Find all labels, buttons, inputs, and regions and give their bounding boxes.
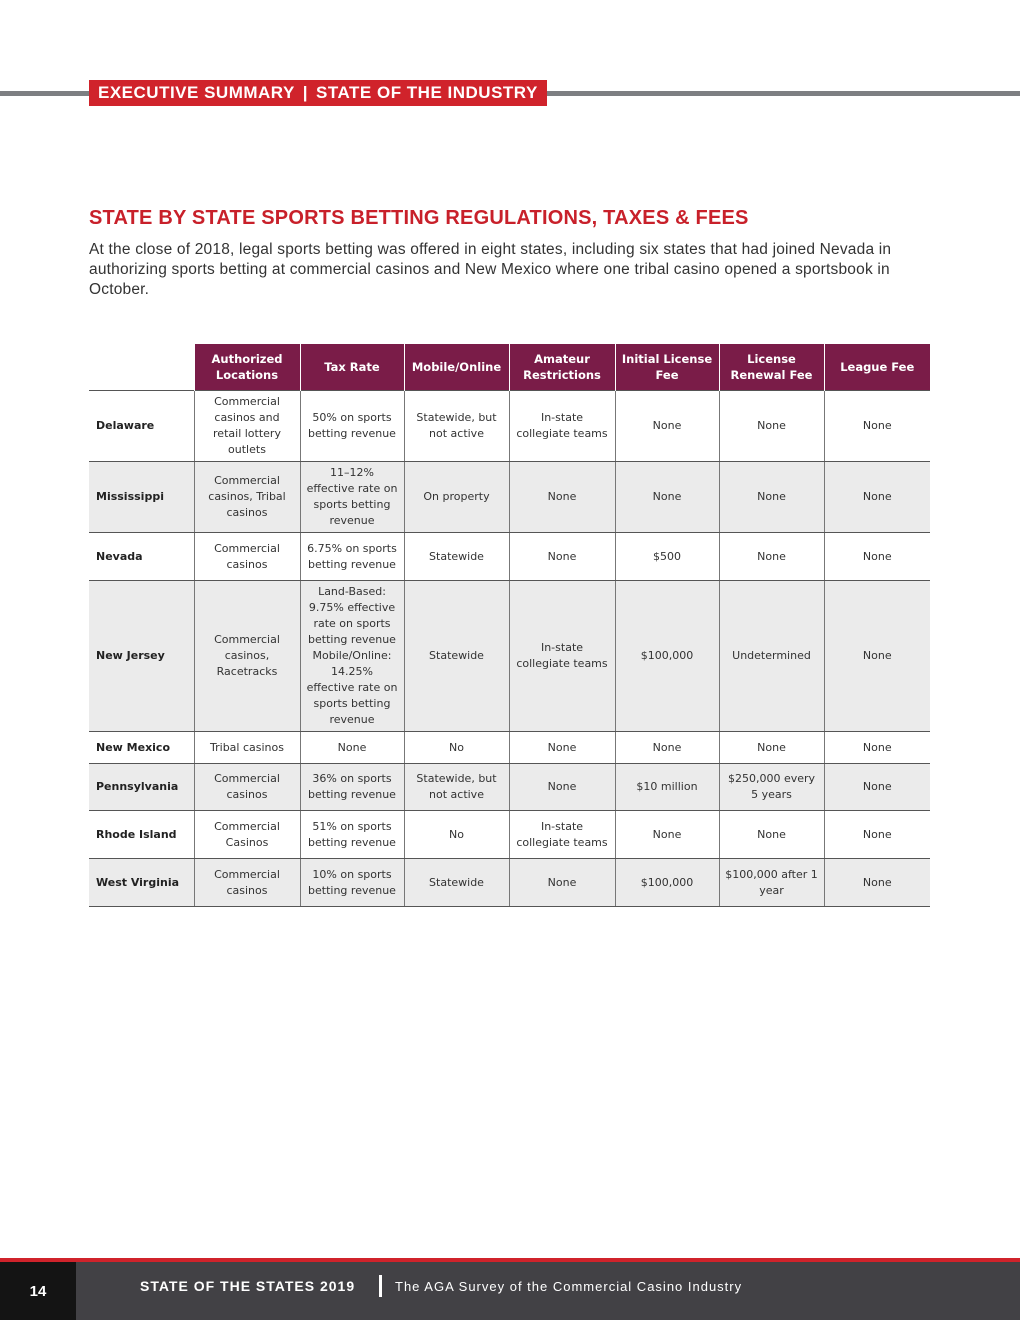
table-row bbox=[89, 764, 930, 811]
table-cell: None bbox=[824, 732, 930, 764]
table-cell: 51% on sports betting revenue bbox=[300, 811, 404, 859]
table-cell: In-state collegiate teams bbox=[509, 811, 615, 859]
state-name: Pennsylvania bbox=[89, 764, 194, 811]
table-cell: None bbox=[719, 533, 824, 581]
table-cell: No bbox=[404, 732, 509, 764]
table-cell: Commercial casinos bbox=[194, 764, 300, 811]
intro-paragraph: At the close of 2018, legal sports betting was offered in eight states, including six states that had joined Nevada in authorizing sports betting at commercial casinos and New Mexico where one tribal casino opened a sportsbook in October. bbox=[89, 241, 892, 298]
table-row bbox=[89, 581, 930, 732]
table-cell: None bbox=[300, 732, 404, 764]
table-row bbox=[89, 732, 930, 764]
table-cell: None bbox=[615, 811, 719, 859]
column-header: License Renewal Fee bbox=[719, 344, 824, 391]
regulations-table bbox=[89, 344, 930, 907]
table-cell: Commercial casinos and retail lottery outlets bbox=[194, 391, 300, 462]
table-cell: None bbox=[824, 533, 930, 581]
header-blank-cell bbox=[89, 344, 194, 391]
table-cell: Undetermined bbox=[719, 581, 824, 732]
table-cell: $100,000 after 1 year bbox=[719, 859, 824, 907]
table-cell: $500 bbox=[615, 533, 719, 581]
state-name: New Jersey bbox=[89, 581, 194, 732]
table-row bbox=[89, 462, 930, 533]
table-cell: None bbox=[824, 462, 930, 533]
table-cell: Commercial Casinos bbox=[194, 811, 300, 859]
table-cell: 36% on sports betting revenue bbox=[300, 764, 404, 811]
section-separator: | bbox=[302, 83, 309, 102]
table-cell: In-state collegiate teams bbox=[509, 391, 615, 462]
subsection-label: STATE OF THE INDUSTRY bbox=[316, 83, 538, 102]
table-cell: None bbox=[615, 732, 719, 764]
table-row bbox=[89, 811, 930, 859]
table-cell: $10 million bbox=[615, 764, 719, 811]
table-cell: None bbox=[509, 533, 615, 581]
table-cell: 10% on sports betting revenue bbox=[300, 859, 404, 907]
table-cell: No bbox=[404, 811, 509, 859]
table-cell: $100,000 bbox=[615, 581, 719, 732]
table-cell: Commercial casinos bbox=[194, 533, 300, 581]
table-cell: Statewide bbox=[404, 533, 509, 581]
table-cell: None bbox=[824, 811, 930, 859]
table-cell: Tribal casinos bbox=[194, 732, 300, 764]
table-cell: None bbox=[509, 764, 615, 811]
table-cell: None bbox=[719, 732, 824, 764]
table-cell: Statewide bbox=[404, 581, 509, 732]
column-header: Mobile/Online bbox=[404, 344, 509, 391]
table-cell: Commercial casinos, Tribal casinos bbox=[194, 462, 300, 533]
table-cell: Commercial casinos, Racetracks bbox=[194, 581, 300, 732]
table-cell: None bbox=[509, 732, 615, 764]
table-cell: None bbox=[824, 859, 930, 907]
table-cell: $250,000 every 5 years bbox=[719, 764, 824, 811]
table-cell: None bbox=[509, 462, 615, 533]
table-row bbox=[89, 859, 930, 907]
column-header: Authorized Locations bbox=[194, 344, 300, 391]
column-header: League Fee bbox=[824, 344, 930, 391]
column-header: Initial License Fee bbox=[615, 344, 719, 391]
state-name: Nevada bbox=[89, 533, 194, 581]
column-header: Amateur Restrictions bbox=[509, 344, 615, 391]
table-row bbox=[89, 391, 930, 462]
table-cell: Commercial casinos bbox=[194, 859, 300, 907]
publication-subtitle: The AGA Survey of the Commercial Casino Industry bbox=[395, 1279, 743, 1294]
table-header-row bbox=[89, 344, 930, 391]
section-header bbox=[89, 80, 547, 106]
table-cell: 6.75% on sports betting revenue bbox=[300, 533, 404, 581]
column-header: Tax Rate bbox=[300, 344, 404, 391]
table-cell: None bbox=[509, 859, 615, 907]
state-name: Delaware bbox=[89, 391, 194, 462]
table-cell: $100,000 bbox=[615, 859, 719, 907]
table-cell: None bbox=[615, 391, 719, 462]
footer-divider bbox=[379, 1275, 382, 1297]
table-cell: Statewide bbox=[404, 859, 509, 907]
table-cell: None bbox=[824, 391, 930, 462]
table-cell: Statewide, but not active bbox=[404, 391, 509, 462]
table-cell: Statewide, but not active bbox=[404, 764, 509, 811]
table-cell: 50% on sports betting revenue bbox=[300, 391, 404, 462]
table-cell: On property bbox=[404, 462, 509, 533]
table-cell: None bbox=[719, 811, 824, 859]
publication-title: STATE OF THE STATES 2019 bbox=[140, 1278, 356, 1294]
table-cell: 11–12% effective rate on sports betting revenue bbox=[300, 462, 404, 533]
table-cell: None bbox=[719, 462, 824, 533]
state-name: New Mexico bbox=[89, 732, 194, 764]
page-title: STATE BY STATE SPORTS BETTING REGULATIONS, TAXES & FEES bbox=[89, 207, 749, 229]
table-cell: None bbox=[824, 581, 930, 732]
page-number: 14 bbox=[0, 1262, 76, 1320]
state-name: Rhode Island bbox=[89, 811, 194, 859]
table-cell: None bbox=[824, 764, 930, 811]
table-cell: Land-Based: 9.75% effective rate on sports betting revenue Mobile/Online: 14.25% effective rate on sports betting revenue bbox=[300, 581, 404, 732]
state-name: West Virginia bbox=[89, 859, 194, 907]
state-name: Mississippi bbox=[89, 462, 194, 533]
table-cell: None bbox=[615, 462, 719, 533]
section-label: EXECUTIVE SUMMARY bbox=[98, 83, 295, 102]
table-cell: None bbox=[719, 391, 824, 462]
table-cell: In-state collegiate teams bbox=[509, 581, 615, 732]
table-row bbox=[89, 533, 930, 581]
